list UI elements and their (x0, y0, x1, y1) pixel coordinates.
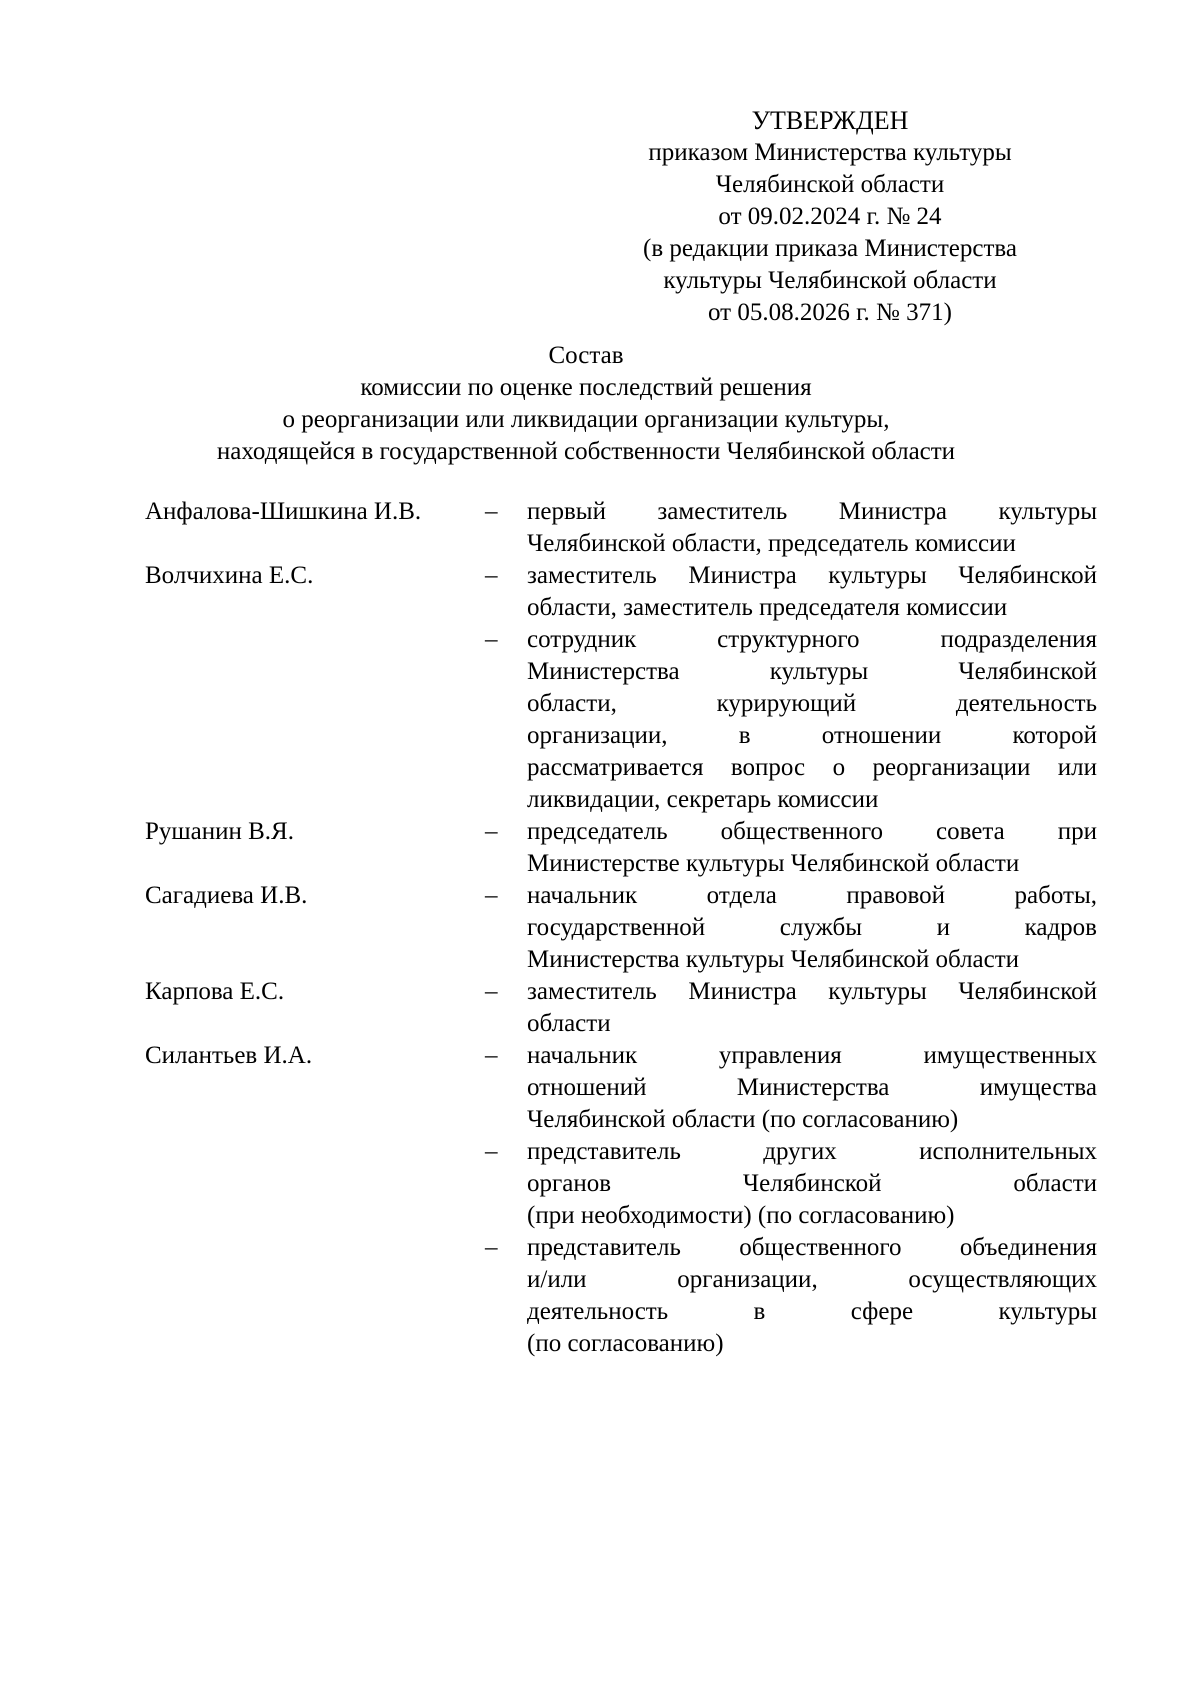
member-role-line: Министерства культуры Челябинской (527, 658, 1097, 685)
member-role-line: представитель других исполнительных (527, 1138, 1097, 1165)
approval-heading: УТВЕРЖДЕН (751, 106, 909, 135)
member-role-line: первый заместитель Министра культуры (527, 498, 1097, 525)
member-row (145, 560, 1097, 624)
member-role-line: (по согласованию) (527, 1330, 724, 1357)
title-line-4: находящейся в государственной собственности Челябинской области (216, 438, 956, 465)
member-role-line: сотрудник структурного подразделения (527, 626, 1097, 653)
member-dash: – (485, 562, 498, 589)
member-role-line: ликвидации, секретарь комиссии (527, 786, 879, 813)
member-role-line: (при необходимости) (по согласованию) (527, 1202, 955, 1229)
member-dash: – (485, 882, 498, 909)
member-role (527, 1232, 1097, 1360)
approval-line-4: (в редакции приказа Министерства (643, 235, 1017, 262)
member-name: Карпова Е.С. (145, 978, 285, 1005)
member-role (527, 1040, 1097, 1136)
member-role-line: области, заместитель председателя комиссии (527, 594, 1008, 621)
member-name: Рушанин В.Я. (145, 818, 294, 845)
member-role (527, 976, 1097, 1040)
member-role-line: заместитель Министра культуры Челябинской (527, 978, 1097, 1005)
member-role (527, 1136, 1097, 1232)
member-role-line: представитель общественного объединения (527, 1234, 1097, 1261)
member-role (527, 496, 1097, 560)
member-dash: – (485, 626, 498, 653)
member-role (527, 624, 1097, 816)
member-name: Анфалова-Шишкина И.В. (145, 498, 422, 525)
member-row (145, 1040, 1097, 1136)
member-role-line: организации, в отношении которой (527, 722, 1097, 749)
member-role-line: Челябинской области (по согласованию) (527, 1106, 959, 1133)
title-line-2: комиссии по оценке последствий решения (360, 374, 812, 401)
member-role-line: Челябинской области, председатель комиссии (527, 530, 1016, 557)
member-role-line: председатель общественного совета при (527, 818, 1097, 845)
title-line-3: о реорганизации или ликвидации организации культуры, (282, 406, 890, 433)
member-role-line: органов Челябинской области (527, 1170, 1097, 1197)
approval-line-2: Челябинской области (715, 171, 945, 198)
member-dash: – (485, 818, 498, 845)
member-name: Сагадиева И.В. (145, 882, 308, 909)
member-name: Волчихина Е.С. (145, 562, 314, 589)
member-role-line: начальник отдела правовой работы, (527, 882, 1097, 909)
document-title (130, 340, 1042, 468)
member-role-line: заместитель Министра культуры Челябинской (527, 562, 1097, 589)
member-role-line: государственной службы и кадров (527, 914, 1097, 941)
title-line-1: Состав (548, 342, 624, 369)
member-role-line: Министерства культуры Челябинской области (527, 946, 1020, 973)
member-role-line: отношений Министерства имущества (527, 1074, 1097, 1101)
member-dash: – (485, 1042, 498, 1069)
approval-line-1: приказом Министерства культуры (648, 139, 1012, 166)
member-row (145, 880, 1097, 976)
approval-block (620, 105, 1040, 329)
approval-line-5: культуры Челябинской области (663, 267, 997, 294)
member-name: Силантьев И.А. (145, 1042, 313, 1069)
member-role-line: рассматривается вопрос о реорганизации или (527, 754, 1097, 781)
member-role-line: начальник управления имущественных (527, 1042, 1097, 1069)
approval-line-6: от 05.08.2026 г. № 371) (708, 299, 952, 326)
member-role (527, 560, 1097, 624)
member-dash: – (485, 978, 498, 1005)
member-dash: – (485, 498, 498, 525)
member-row (145, 1232, 1097, 1360)
member-dash: – (485, 1234, 498, 1261)
member-role-line: Министерстве культуры Челябинской области (527, 850, 1020, 877)
member-row (145, 624, 1097, 816)
member-row (145, 496, 1097, 560)
member-row (145, 1136, 1097, 1232)
member-role (527, 816, 1097, 880)
approval-line-3: от 09.02.2024 г. № 24 (718, 203, 942, 230)
member-row (145, 816, 1097, 880)
member-dash: – (485, 1138, 498, 1165)
member-row (145, 976, 1097, 1040)
member-role (527, 880, 1097, 976)
member-role-line: области (527, 1010, 611, 1037)
member-role-line: деятельность в сфере культуры (527, 1298, 1097, 1325)
commission-member-list (145, 496, 1097, 1360)
member-role-line: и/или организации, осуществляющих (527, 1266, 1097, 1293)
member-role-line: области, курирующий деятельность (527, 690, 1097, 717)
